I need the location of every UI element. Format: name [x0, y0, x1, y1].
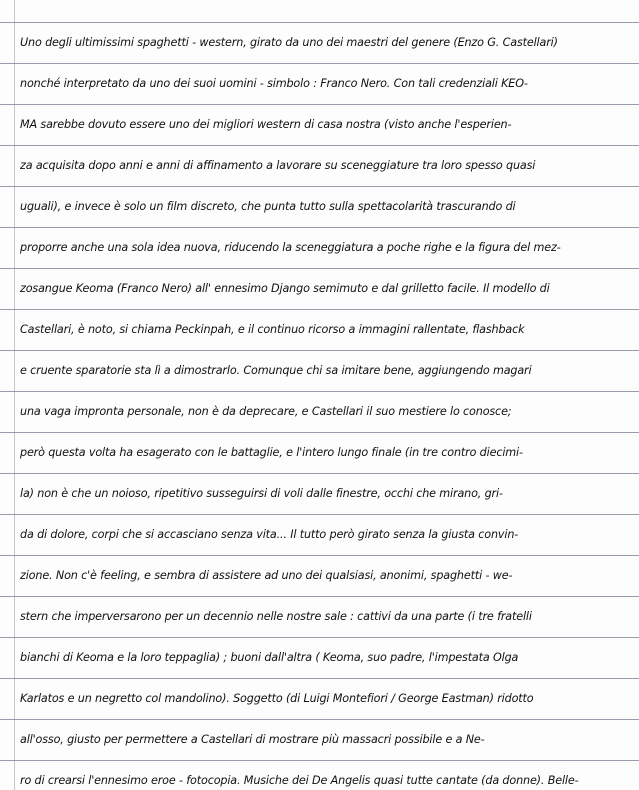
text-line: stern che imperversarono per un decennio nelle nostre sale : cattivi da una parte (i tre fratelli	[20, 610, 532, 623]
ruled-line	[0, 391, 639, 392]
ruled-line	[0, 145, 639, 146]
ruled-line	[0, 514, 639, 515]
ruled-line	[0, 350, 639, 351]
text-line: proporre anche una sola idea nuova, riducendo la sceneggiatura a poche righe e la figura del mez-	[20, 241, 561, 254]
text-line: bianchi di Keoma e la loro teppaglia) ; buoni dall'altra ( Keoma, suo padre, l'impestata Olga	[20, 651, 519, 664]
text-line: la) non è che un noioso, ripetitivo susseguirsi di voli dalle finestre, occhi che mirano, gri-	[20, 487, 503, 500]
text-line: Uno degli ultimissimi spaghetti - western, girato da uno dei maestri del genere (Enzo G. Castellari)	[20, 36, 558, 49]
ruled-line	[0, 678, 639, 679]
ruled-line	[0, 473, 639, 474]
ruled-line	[0, 719, 639, 720]
text-line: però questa volta ha esagerato con le battaglie, e l'intero lungo finale (in tre contro diecimi-	[20, 446, 523, 459]
ruled-line	[0, 104, 639, 105]
text-line: za acquisita dopo anni e anni di affinamento a lavorare su sceneggiature tra loro spesso quasi	[20, 159, 536, 172]
ruled-line	[0, 268, 639, 269]
ruled-line	[0, 22, 639, 23]
text-line: uguali), e invece è solo un film discreto, che punta tutto sulla spettacolarità trascurando di	[20, 200, 516, 213]
text-line: nonché interpretato da uno dei suoi uomini - simbolo : Franco Nero. Con tali credenziali KEO-	[20, 77, 528, 90]
text-line: ro di crearsi l'ennesimo eroe - fotocopia. Musiche dei De Angelis quasi tutte cantate (da donne). Belle-	[20, 774, 579, 787]
text-line: zione. Non c'è feeling, e sembra di assistere ad uno dei qualsiasi, anonimi, spaghetti - we-	[20, 569, 513, 582]
text-line: una vaga impronta personale, non è da deprecare, e Castellari il suo mestiere lo conosce;	[20, 405, 512, 418]
text-line: all'osso, giusto per permettere a Castellari di mostrare più massacri possibile e a Ne-	[20, 733, 485, 746]
margin-line	[14, 0, 15, 790]
ruled-line	[0, 432, 639, 433]
ruled-line	[0, 309, 639, 310]
text-line: e cruente sparatorie sta lì a dimostrarlo. Comunque chi sa imitare bene, aggiungendo magari	[20, 364, 532, 377]
ruled-line	[0, 760, 639, 761]
text-line: MA sarebbe dovuto essere uno dei migliori western di casa nostra (visto anche l'esperien-	[20, 118, 512, 131]
ruled-line	[0, 227, 639, 228]
ruled-line	[0, 186, 639, 187]
ruled-line	[0, 596, 639, 597]
text-line: Karlatos e un negretto col mandolino). Soggetto (di Luigi Montefiori / George Eastman) ridotto	[20, 692, 534, 705]
ruled-line	[0, 555, 639, 556]
text-line: Castellari, è noto, si chiama Peckinpah, e il continuo ricorso a immagini rallentate, flashback	[20, 323, 525, 336]
ruled-line	[0, 63, 639, 64]
text-line: zosangue Keoma (Franco Nero) all' ennesimo Django semimuto e dal grilletto facile. Il modello di	[20, 282, 550, 295]
ruled-line	[0, 637, 639, 638]
text-line: da di dolore, corpi che si accasciano senza vita... Il tutto però girato senza la giusta convin-	[20, 528, 519, 541]
